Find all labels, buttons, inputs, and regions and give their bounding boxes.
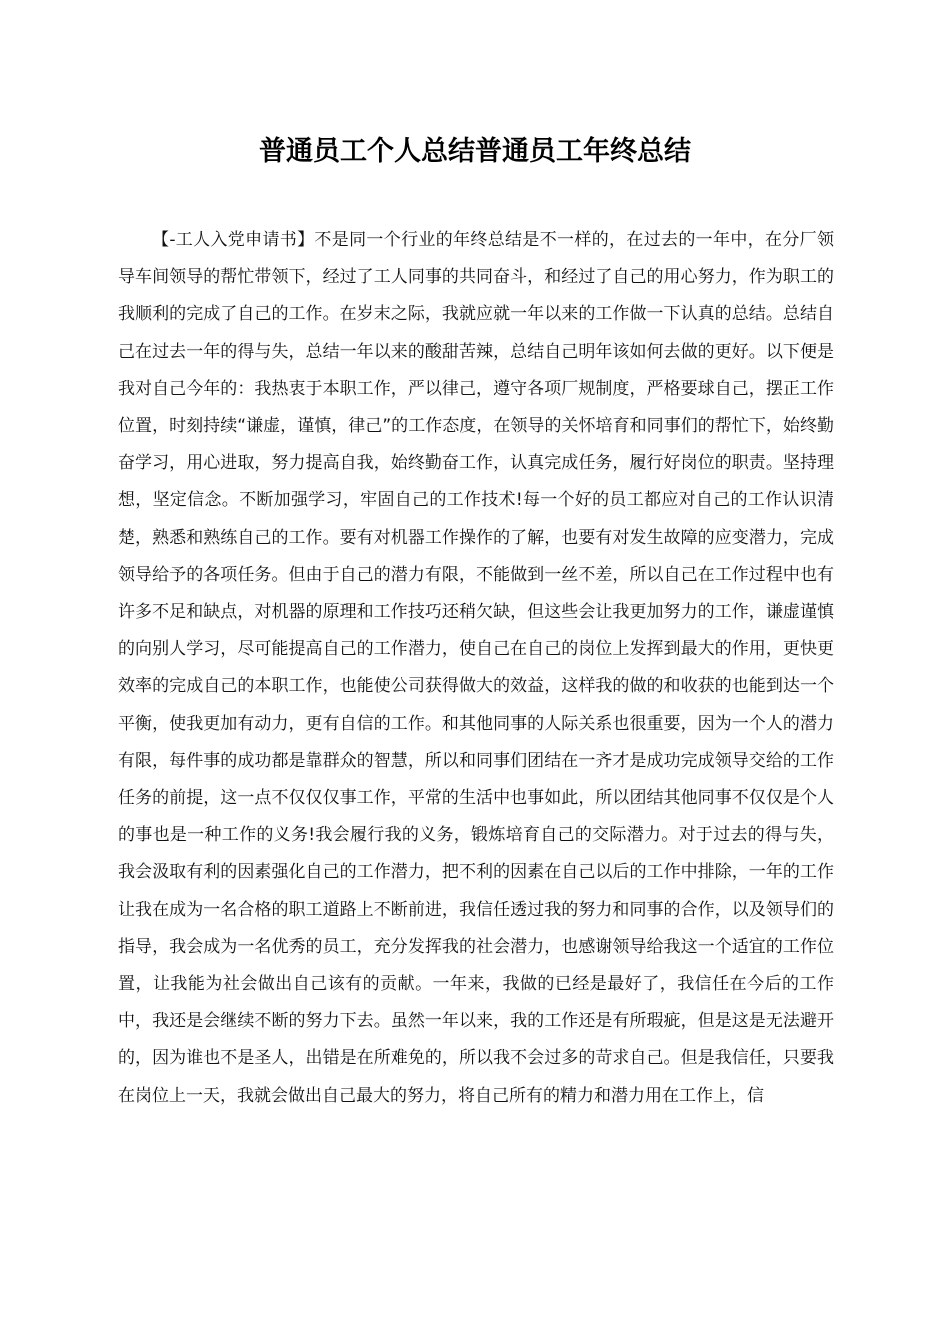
document-body-paragraph: 【-工人入党申请书】不是同一个行业的年终总结是不一样的，在过去的一年中，在分厂领导车间领导的帮忙带领下，经过了工人同事的共同奋斗，和经过了自己的用心努力，作为职工的我顺利的完成了自己的工作。在岁末之际，我就应就一年以来的工作做一下认真的总结。总结自己在过去一年的得与失，总结一年以来的酸甜苦辣，总结自己明年该如何去做的更好。以下便是我对自己今年的：我热衷于本职工作，严以律己，遵守各项厂规制度，严格要球自己，摆正工作位置，时刻持续“谦虚，谨慎，律己”的工作态度，在领导的关怀培育和同事们的帮忙下，始终勤奋学习，用心进取，努力提高自我，始终勤奋工作，认真完成任务，履行好岗位的职责。坚持理想，坚定信念。不断加强学习，牢固自己的工作技术!每一个好的员工都应对自己的工作认识清楚，熟悉和熟练自己的工作。要有对机器工作操作的了解，也要有对发生故障的应变潜力，完成领导给予的各项任务。但由于自己的潜力有限，不能做到一丝不差，所以自己在工作过程中也有许多不足和缺点，对机器的原理和工作技巧还稍欠缺，但这些会让我更加努力的工作，谦虚谨慎的向别人学习，尽可能提高自己的工作潜力，使自己在自己的岗位上发挥到最大的作用，更快更效率的完成自己的本职工作，也能使公司获得做大的效益，这样我的做的和收获的也能到达一个平衡，使我更加有动力，更有自信的工作。和其他同事的人际关系也很重要，因为一个人的潜力有限，每件事的成功都是靠群众的智慧，所以和同事们团结在一齐才是成功完成领导交给的工作任务的前提，这一点不仅仅仅事工作，平常的生活中也事如此，所以团结其他同事不仅仅是个人的事也是一种工作的义务!我会履行我的义务，锻炼培育自己的交际潜力。对于过去的得与失，我会汲取有利的因素强化自己的工作潜力，把不利的因素在自己以后的工作中排除，一年的工作让我在成为一名合格的职工道路上不断前进，我信任透过我的努力和同事的合作，以及领导们的指导，我会成为一名优秀的员工，充分发挥我的社会潜力，也感谢领导给我这一个适宜的工作位置，让我能为社会做出自己该有的贡献。一年来，我做的已经是最好了，我信任在今后的工作中，我还是会继续不断的努力下去。虽然一年以来，我的工作还是有所瑕疵，但是这是无法避开的，因为谁也不是圣人，出错是在所难免的，所以我不会过多的苛求自己。但是我信任，只要我在岗位上一天，我就会做出自己最大的努力，将自己所有的精力和潜力用在工作上，信 (118, 230, 834, 1106)
document-title: 普通员工个人总结普通员工年终总结 (259, 136, 691, 167)
